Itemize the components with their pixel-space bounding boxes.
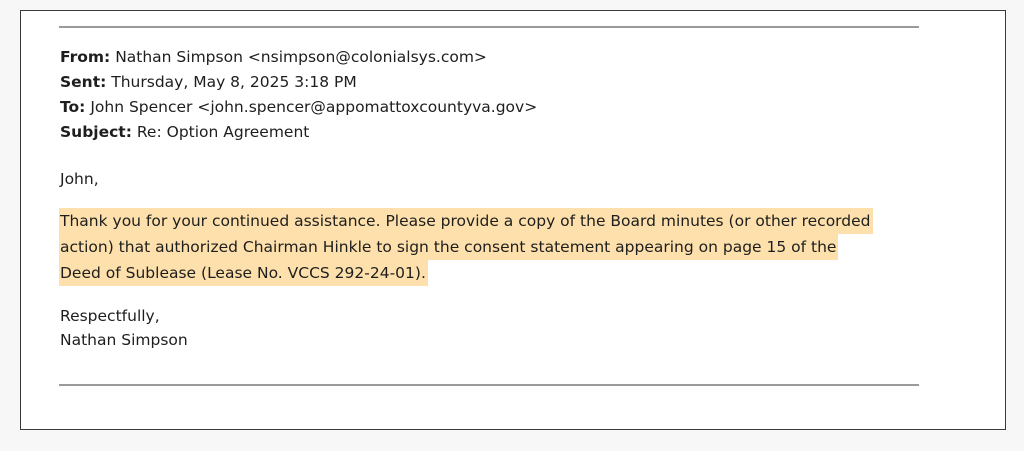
closing: Respectfully,	[60, 307, 160, 325]
body-line: action) that authorized Chairman Hinkle to sign the consent statement appearing on page 15 of the	[59, 234, 838, 260]
from-label: From:	[60, 48, 111, 66]
greeting: John,	[60, 170, 99, 188]
bottom-divider	[59, 384, 919, 386]
subject-label: Subject:	[60, 123, 132, 141]
sent-label: Sent:	[60, 73, 107, 91]
to-row	[60, 95, 537, 120]
subject-row	[60, 120, 537, 145]
body-line: Deed of Sublease (Lease No. VCCS 292-24-01).	[59, 260, 428, 286]
top-divider	[59, 26, 919, 28]
signoff	[60, 304, 188, 352]
highlighted-body-paragraph	[59, 208, 939, 286]
from-row	[60, 45, 537, 70]
signature: Nathan Simpson	[60, 331, 188, 349]
sent-row	[60, 70, 537, 95]
subject-value: Re: Option Agreement	[136, 123, 310, 141]
email-header	[60, 45, 537, 145]
body-line: Thank you for your continued assistance. Please provide a copy of the Board minutes (or other recorded	[59, 208, 873, 234]
sent-value: Thursday, May 8, 2025 3:18 PM	[111, 73, 357, 91]
email-document-frame	[20, 10, 1006, 430]
to-value: John Spencer <john.spencer@appomattoxcountyva.gov>	[90, 98, 538, 116]
from-value: Nathan Simpson <nsimpson@colonialsys.com>	[115, 48, 487, 66]
to-label: To:	[60, 98, 86, 116]
